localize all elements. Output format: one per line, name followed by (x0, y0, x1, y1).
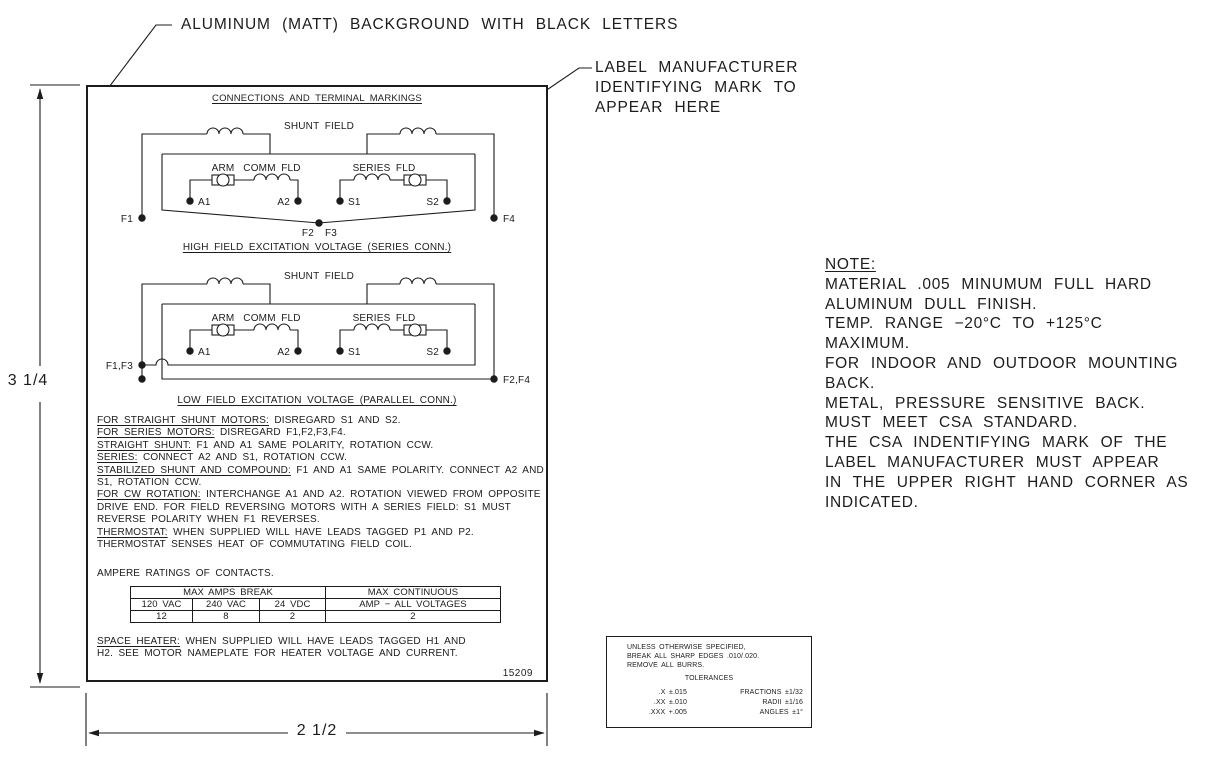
note-line: TEMP. RANGE −20°C TO +125°C (825, 315, 1103, 333)
terminal-dot-a2 (295, 348, 301, 354)
note-line: LABEL MANUFACTURER MUST APPEAR (825, 453, 1160, 471)
val-240vac: 8 (193, 611, 260, 623)
tol-radii: RADII ±1/16 (762, 699, 803, 706)
tol-decimal-3: .XXX +.005 (648, 709, 687, 716)
terminal-dot-s1 (337, 198, 343, 204)
arm-label: ARM (211, 313, 235, 324)
s2-label: S2 (426, 197, 439, 208)
terminal-dot-f4 (491, 215, 497, 221)
note-line: MAXIMUM. (825, 335, 910, 353)
note-line: MUST MEET CSA STANDARD. (825, 414, 1078, 432)
manufacturer-note-line: IDENTIFYING MARK TO (595, 79, 797, 96)
note-line: THE CSA INDENTIFYING MARK OF THE (825, 434, 1168, 452)
note-block (825, 255, 1188, 512)
terminal-dot-f1 (139, 215, 145, 221)
instruction: FOR SERIES MOTORS: DISREGARD F1,F2,F3,F4. (97, 427, 346, 439)
manufacturer-note-line: LABEL MANUFACTURER (595, 59, 799, 76)
height-dimension-value: 3 1/4 (0, 372, 56, 390)
tol-decimal-1: .X ±.015 (658, 689, 687, 696)
tol-decimal-2: .XX ±.010 (653, 699, 687, 706)
terminal-dot-f2f3 (316, 220, 322, 226)
parallel-connection-caption: LOW FIELD EXCITATION VOLTAGE (PARALLEL CONN.) (177, 395, 457, 406)
note-line: BACK. (825, 374, 876, 392)
col-240vac: 240 VAC (193, 599, 260, 611)
s2-label: S2 (426, 347, 439, 358)
terminal-dot-s2 (444, 198, 450, 204)
instruction-list (97, 415, 544, 551)
val-24vdc: 2 (260, 611, 326, 623)
f3-label: F3 (325, 228, 338, 239)
ampere-ratings-heading: AMPERE RATINGS OF CONTACTS. (97, 568, 274, 579)
space-heater-note: SPACE HEATER: WHEN SUPPLIED WILL HAVE LEADS TAGGED H1 AND H2. SEE MOTOR NAMEPLATE FOR HEATER VOLTAGE AND CURRENT. (97, 636, 466, 660)
val-120vac: 12 (131, 611, 193, 623)
f2f4-label: F2,F4 (503, 375, 531, 386)
terminal-dot-s2 (444, 348, 450, 354)
s1-label: S1 (348, 347, 361, 358)
terminal-dot-f2f4 (491, 376, 497, 382)
terminal-dot-a1 (187, 348, 193, 354)
part-number: 15209 (502, 668, 533, 679)
f2-label: F2 (301, 228, 314, 239)
label-artwork (86, 85, 548, 682)
manufacturer-mark-note (595, 58, 798, 118)
tolerances-title: TOLERANCES (684, 675, 734, 682)
series-fld-label: SERIES FLD (352, 313, 416, 324)
instruction: STABILIZED SHUNT AND COMPOUND: F1 AND A1 SAME POLARITY. CONNECT A2 AND S1, ROTATION CCW. (97, 464, 544, 489)
terminal-dot-s1 (337, 348, 343, 354)
tol-fractions: FRACTIONS ±1/32 (740, 689, 803, 696)
instruction: SERIES: CONNECT A2 AND S1, ROTATION CCW. (97, 452, 347, 464)
shunt-field-label: SHUNT FIELD (283, 121, 355, 132)
col-all-voltages: AMP − ALL VOLTAGES (326, 599, 501, 611)
note-line: MATERIAL .005 MINUMUM FULL HARD (825, 275, 1152, 293)
comm-fld-label: COMM FLD (243, 163, 301, 174)
instruction: FOR CW ROTATION: INTERCHANGE A1 AND A2. ROTATION VIEWED FROM OPPOSITE DRIVE END. FOR FIELD REVERSING MOTORS WITH A SERIES FIELD: S1 MUST REVERSE POLARITY WHEN F1 REVERSES. (97, 489, 541, 526)
instruction: STRAIGHT SHUNT: F1 AND A1 SAME POLARITY, ROTATION CCW. (97, 439, 434, 451)
break-header: MAX AMPS BREAK (131, 587, 326, 599)
s1-label: S1 (348, 197, 361, 208)
tol-angles: ANGLES ±1° (759, 709, 803, 716)
terminal-dot-a1 (187, 198, 193, 204)
label-title: CONNECTIONS AND TERMINAL MARKINGS (212, 93, 422, 104)
note-line: ALUMINUM DULL FINISH. (825, 295, 1038, 313)
series-connection-caption: HIGH FIELD EXCITATION VOLTAGE (SERIES CONN.) (182, 242, 452, 253)
note-line: FOR INDOOR AND OUTDOOR MOUNTING (825, 354, 1179, 372)
arm-label: ARM (211, 163, 235, 174)
continuous-header: MAX CONTINUOUS (326, 587, 501, 599)
val-continuous: 2 (326, 611, 501, 623)
a2-label: A2 (277, 197, 290, 208)
note-line: INDICATED. (825, 493, 919, 511)
note-line: METAL, PRESSURE SENSITIVE BACK. (825, 394, 1146, 412)
note-heading: NOTE: (825, 256, 876, 273)
tolerance-block (606, 636, 812, 728)
shunt-field-label: SHUNT FIELD (283, 271, 355, 282)
series-fld-label: SERIES FLD (352, 163, 416, 174)
tolerance-general-notes: UNLESS OTHERWISE SPECIFIED, BREAK ALL SHARP EDGES .010/.020. REMOVE ALL BURRS. (627, 644, 760, 669)
f1f3-label: F1,F3 (105, 361, 133, 372)
series-connection-diagram (88, 112, 550, 244)
instruction: FOR STRAIGHT SHUNT MOTORS: DISREGARD S1 AND S2. (97, 415, 401, 426)
ampere-ratings-table (130, 586, 501, 623)
tolerance-values (617, 688, 803, 718)
f4-label: F4 (503, 214, 516, 225)
col-24vdc: 24 VDC (260, 599, 326, 611)
a1-label: A1 (198, 197, 211, 208)
f1-label: F1 (120, 214, 133, 225)
width-dimension-value: 2 1/2 (288, 722, 346, 740)
a2-label: A2 (277, 347, 290, 358)
parallel-connection-diagram (88, 262, 550, 394)
a1-label: A1 (198, 347, 211, 358)
terminal-dot-a2 (295, 198, 301, 204)
col-120vac: 120 VAC (131, 599, 193, 611)
manufacturer-note-line: APPEAR HERE (595, 99, 722, 116)
comm-fld-label: COMM FLD (243, 313, 301, 324)
terminal-dot-f1f3-upper (139, 362, 145, 368)
background-material-note: ALUMINUM (MATT) BACKGROUND WITH BLACK LETTERS (181, 16, 679, 33)
instruction: THERMOSTAT: WHEN SUPPLIED WILL HAVE LEADS TAGGED P1 AND P2. THERMOSTAT SENSES HEAT OF COMMUTATING FIELD COIL. (97, 526, 474, 551)
note-line: IN THE UPPER RIGHT HAND CORNER AS (825, 473, 1189, 491)
terminal-dot-f1f3-lower (139, 376, 145, 382)
